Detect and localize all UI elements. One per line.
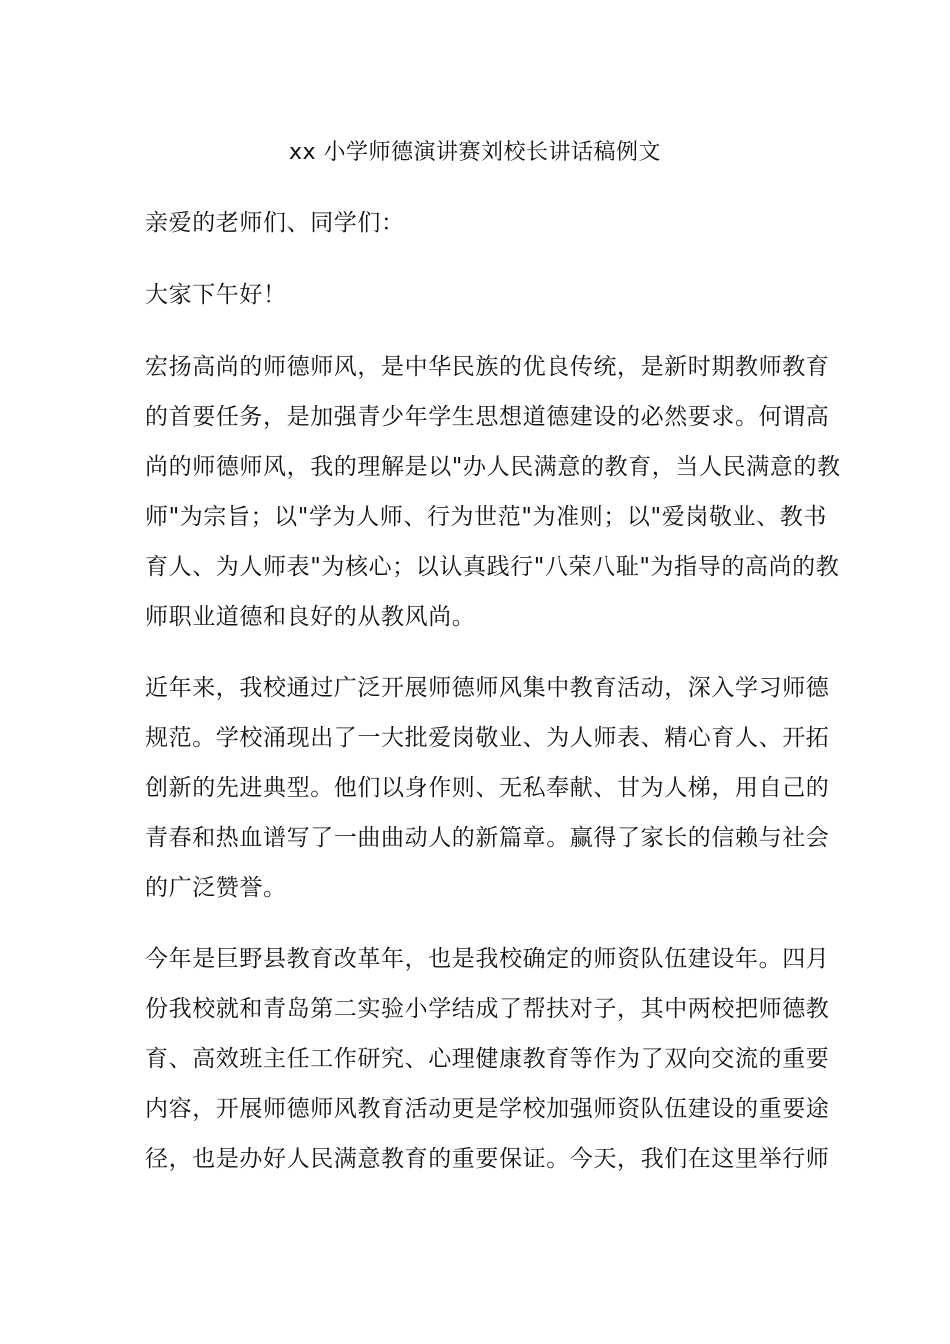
paragraph-2-line-2: 规范。学校涌现出了一大批爱岗敬业、为人师表、精心育人、开拓 bbox=[145, 725, 830, 751]
paragraph-3-line-4: 内容，开展师德师风教育活动更是学校加强师资队伍建设的重要途 bbox=[145, 1096, 830, 1122]
paragraph-1-line-3: 尚的师德师风，我的理解是以"办人民满意的教育，当人民满意的教 bbox=[145, 454, 841, 480]
paragraph-2-line-1: 近年来，我校通过广泛开展师德师风集中教育活动，深入学习师德 bbox=[145, 675, 830, 701]
paragraph-3-line-3: 育、高效班主任工作研究、心理健康教育等作为了双向交流的重要 bbox=[145, 1046, 830, 1072]
paragraph-1-line-4: 师"为宗旨；以"学为人师、行为世范"为准则；以"爱岗敬业、教书 bbox=[145, 504, 827, 530]
paragraph-3-line-5: 径，也是办好人民满意教育的重要保证。今天，我们在这里举行师 bbox=[145, 1146, 830, 1172]
paragraph-2-line-4: 青春和热血谱写了一曲曲动人的新篇章。赢得了家长的信赖与社会 bbox=[145, 825, 830, 851]
paragraph-3-line-1: 今年是巨野县教育改革年，也是我校确定的师资队伍建设年。四月 bbox=[145, 946, 830, 972]
paragraph-2-line-3: 创新的先进典型。他们以身作则、无私奉献、甘为人梯，用自己的 bbox=[145, 775, 830, 801]
paragraph-1-line-2: 的首要任务，是加强青少年学生思想道德建设的必然要求。何谓高 bbox=[145, 404, 830, 430]
greeting-line: 亲爱的老师们、同学们： bbox=[145, 210, 405, 236]
paragraph-2-line-5: 的广泛赞誉。 bbox=[145, 875, 287, 901]
salutation-line: 大家下午好！ bbox=[145, 282, 287, 308]
document-title: xx 小学师德演讲赛刘校长讲话稿例文 bbox=[288, 140, 662, 165]
paragraph-1-line-1: 宏扬高尚的师德师风，是中华民族的优良传统，是新时期教师教育 bbox=[145, 354, 830, 380]
paragraph-3-line-2: 份我校就和青岛第二实验小学结成了帮扶对子，其中两校把师德教 bbox=[145, 996, 830, 1022]
paragraph-1-line-6: 师职业道德和良好的从教风尚。 bbox=[145, 604, 476, 630]
paragraph-1-line-5: 育人、为人师表"为核心；以认真践行"八荣八耻"为指导的高尚的教 bbox=[145, 554, 840, 580]
